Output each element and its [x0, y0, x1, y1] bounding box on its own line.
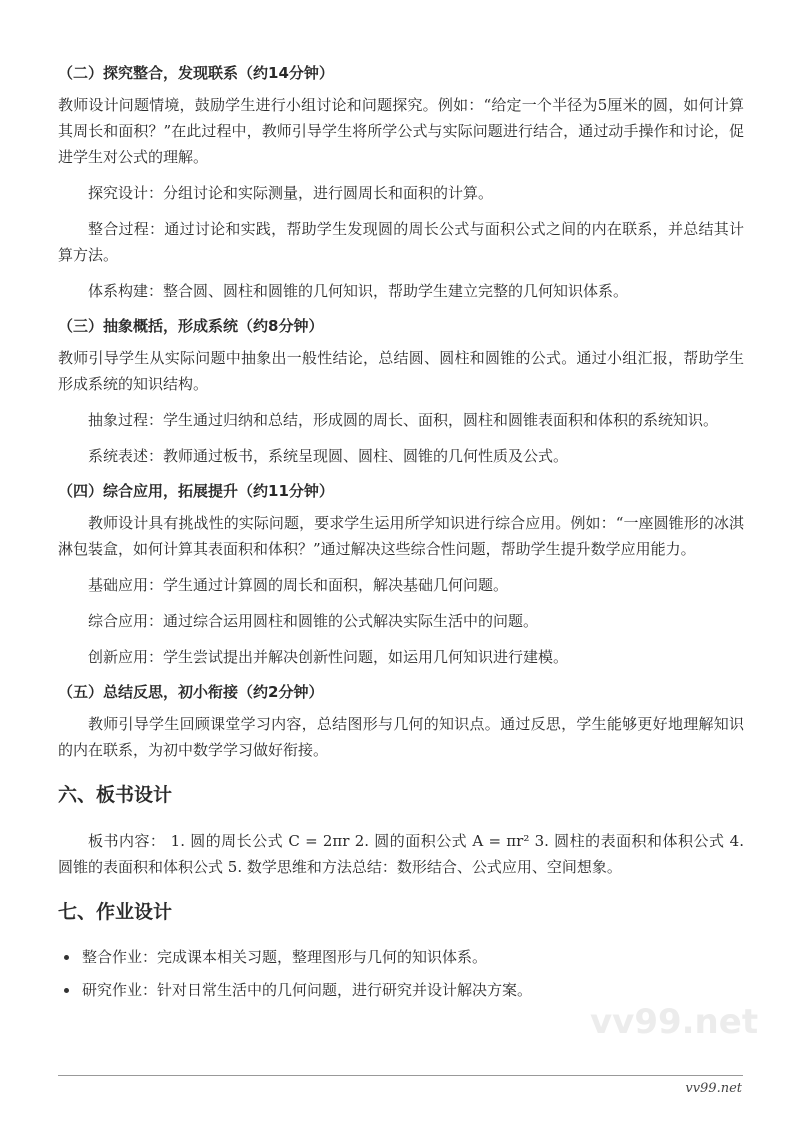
homework-heading: 七、作业设计 — [58, 901, 173, 923]
paragraph: 教师引导学生从实际问题中抽象出一般性结论，总结圆、圆柱和圆锥的公式。通过小组汇报，帮助学生形成系统的知识结构。 — [58, 349, 744, 393]
bullet-icon — [64, 988, 69, 993]
paragraph: 创新应用：学生尝试提出并解决创新性问题，如运用几何知识进行建模。 — [88, 648, 569, 666]
footer-text: vv99.net — [685, 1081, 742, 1096]
paragraph: 教师引导学生回顾课堂学习内容，总结图形与几何的知识点。通过反思，学生能够更好地理解知识的内在联系，为初中数学学习做好衔接。 — [58, 715, 744, 759]
footer-divider — [58, 1075, 743, 1076]
homework-item — [58, 944, 744, 970]
board-content: 板书内容： 1. 圆的周长公式 C = 2πr 2. 圆的面积公式 A = πr² 3. 圆柱的表面积和体积公式 4. 圆锥的表面积和体积公式 5. 数学思维和方法总结：数形结合、公式应用、空间想象。 — [58, 832, 744, 876]
bullet-icon — [64, 955, 69, 960]
paragraph: 体系构建：整合圆、圆柱和圆锥的几何知识，帮助学生建立完整的几何知识体系。 — [88, 282, 629, 300]
section-heading: （五）总结反思，初小衔接（约2分钟） — [58, 683, 324, 701]
paragraph: 整合过程：通过讨论和实践，帮助学生发现圆的周长公式与面积公式之间的内在联系，并总结其计算方法。 — [58, 220, 744, 264]
paragraph: 探究设计：分组讨论和实际测量，进行圆周长和面积的计算。 — [88, 184, 494, 202]
paragraph: 基础应用：学生通过计算圆的周长和面积，解决基础几何问题。 — [88, 576, 509, 594]
paragraph: 抽象过程：学生通过归纳和总结，形成圆的周长、面积，圆柱和圆锥表面积和体积的系统知识。 — [88, 411, 719, 429]
homework-item-text: 整合作业：完成课本相关习题，整理图形与几何的知识体系。 — [82, 948, 488, 966]
document-body — [58, 60, 744, 1003]
watermark: vv99.net — [590, 1002, 759, 1042]
section-heading: （二）探究整合，发现联系（约14分钟） — [58, 64, 334, 82]
paragraph: 综合应用：通过综合运用圆柱和圆锥的公式解决实际生活中的问题。 — [88, 612, 539, 630]
section-heading: （四）综合应用，拓展提升（约11分钟） — [58, 482, 334, 500]
paragraph: 系统表述：教师通过板书，系统呈现圆、圆柱、圆锥的几何性质及公式。 — [88, 447, 569, 465]
paragraph: 教师设计问题情境，鼓励学生进行小组讨论和问题探究。例如：“给定一个半径为5厘米的圆，如何计算其周长和面积？”在此过程中，教师引导学生将所学公式与实际问题进行结合，通过动手操作和讨论，促进学生对公式的理解。 — [58, 96, 744, 166]
board-heading: 六、板书设计 — [58, 784, 173, 806]
homework-item-text: 研究作业：针对日常生活中的几何问题，进行研究并设计解决方案。 — [82, 981, 533, 999]
homework-item — [58, 977, 744, 1003]
section-heading: （三）抽象概括，形成系统（约8分钟） — [58, 317, 324, 335]
paragraph: 教师设计具有挑战性的实际问题，要求学生运用所学知识进行综合应用。例如：“一座圆锥形的冰淇淋包装盒，如何计算其表面积和体积？”通过解决这些综合性问题，帮助学生提升数学应用能力。 — [58, 514, 744, 558]
